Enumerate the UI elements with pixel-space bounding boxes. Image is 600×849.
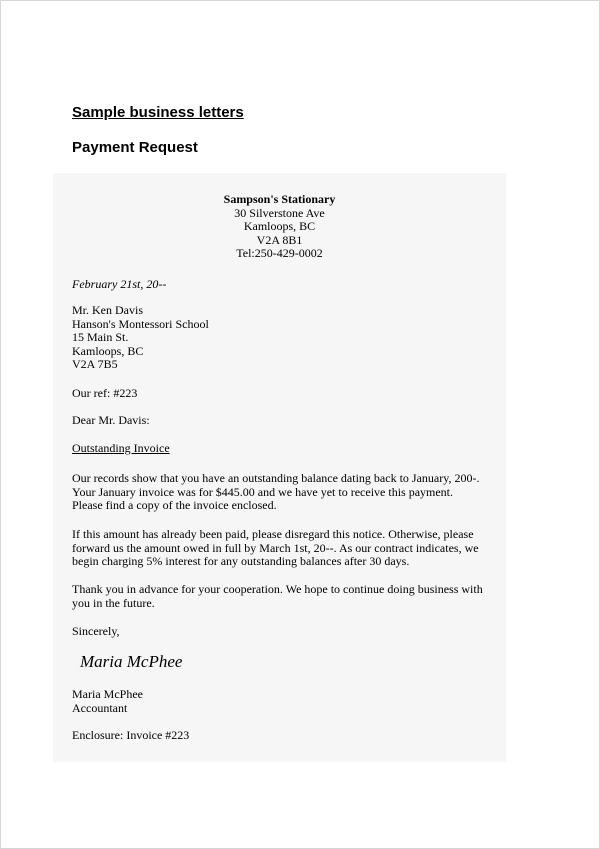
signature: Maria McPhee — [80, 652, 183, 671]
closing: Sincerely, — [72, 624, 120, 638]
letter-panel — [53, 173, 506, 762]
recipient-organization: Hanson's Montessori School — [72, 316, 209, 331]
paragraph-line: Our records show that you have an outstanding balance dating back to January, 200-. — [72, 471, 480, 485]
signer-block — [72, 688, 143, 715]
sender-city: Kamloops, BC — [243, 219, 316, 234]
sender-name: Sampson's Stationary — [223, 192, 336, 206]
sender-phone: Tel:250-429-0002 — [236, 246, 323, 261]
body-paragraph — [72, 472, 479, 513]
paragraph-line: Please find a copy of the invoice enclosed. — [72, 498, 277, 513]
paragraph-line: Thank you in advance for your cooperation. We hope to continue doing business with — [72, 582, 483, 596]
paragraph-line: you in the future. — [72, 595, 155, 610]
sender-postal-code: V2A 8B1 — [256, 232, 303, 247]
signer-name: Maria McPhee — [72, 687, 143, 701]
paragraph-line: forward us the amount owed in full by March 1st, 20--. As our contract indicates, we — [72, 540, 479, 555]
letter-date: February 21st, 20-- — [72, 277, 167, 291]
recipient-postal-code: V2A 7B5 — [72, 357, 118, 372]
document-title: Sample business letters — [72, 104, 244, 121]
body-paragraph — [72, 528, 479, 569]
sender-address: 30 Silverstone Ave — [234, 205, 325, 220]
recipient-city: Kamloops, BC — [72, 343, 144, 358]
paragraph-line: Your January invoice was for $445.00 and we have yet to receive this payment. — [72, 484, 454, 499]
subject-line: Outstanding Invoice — [72, 441, 170, 455]
sender-block — [53, 193, 506, 261]
body-paragraph — [72, 583, 483, 610]
recipient-block — [72, 304, 209, 372]
paragraph-line: begin charging 5% interest for any outstanding balances after 30 days. — [72, 554, 410, 569]
reference-line: Our ref: #223 — [72, 386, 138, 400]
enclosure-line: Enclosure: Invoice #223 — [72, 728, 190, 742]
recipient-name: Mr. Ken Davis — [72, 303, 143, 317]
salutation: Dear Mr. Davis: — [72, 413, 150, 427]
document-subtitle: Payment Request — [72, 139, 198, 156]
signer-title: Accountant — [72, 700, 128, 715]
paragraph-line: If this amount has already been paid, please disregard this notice. Otherwise, please — [72, 527, 474, 541]
recipient-street: 15 Main St. — [72, 330, 129, 345]
